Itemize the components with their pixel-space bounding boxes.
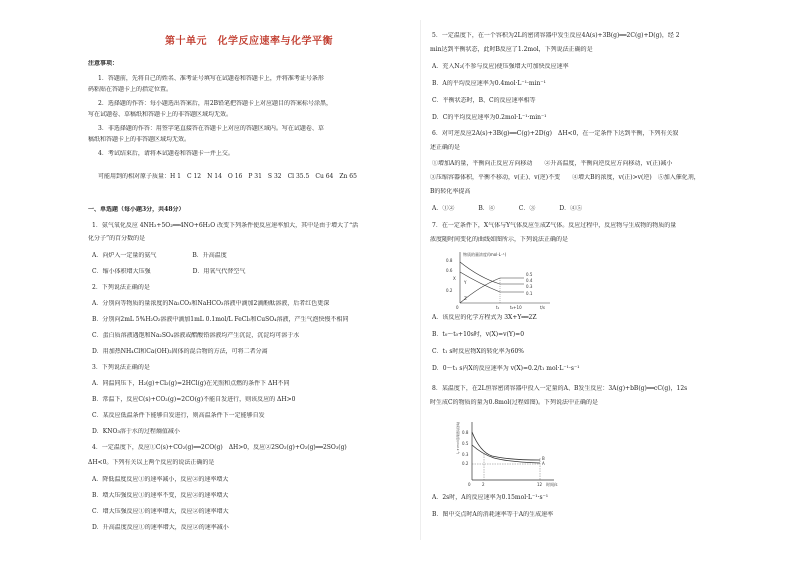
option-line: B．t₀～t₀+10s时，v(X)=v(Y)=0: [432, 331, 525, 338]
option-line: C．某反应低温条件下能够自发进行，则高温条件下一定能够自发: [92, 412, 265, 419]
option-line: A．充入N₂(不参与反应)使压强增大可加快反应速率: [432, 63, 569, 70]
tick-label-y: 0.8: [462, 430, 469, 435]
question-line: 化分子”的百分数的是: [88, 235, 146, 242]
option-line: B．图中交点时A的消耗速率等于A的生成速率: [432, 511, 554, 518]
option-line: B．增大压强反应①的速率不变，反应②的速率增大: [92, 492, 229, 499]
series-label-y: Y: [464, 280, 467, 285]
atomic-masses: 可能用到的相对原子质量：H 1 C 12 N 14 O 16 P 31 S 32 Cl 35.5 Cu 64 Zn 65: [98, 173, 357, 180]
curve-y: [460, 272, 524, 292]
option-line: D．KNO₃溶于水的过程熵值减小: [92, 428, 180, 435]
statement-line: B的转化率提高: [430, 188, 471, 195]
tick-label-x: 0: [468, 482, 471, 487]
tick-label-y: 0.3: [462, 452, 469, 457]
option-line: A．分别向等物质的量浓度的Na₂CO₃和NaHCO₃溶液中滴加2滴酚酞溶液，后者红色更深: [92, 300, 330, 307]
option-line: C．平衡状态时，B、C的反应速率相等: [432, 97, 536, 104]
axis-label-y: 物质的量浓度/(mol·L⁻¹): [456, 422, 460, 455]
option-line: C．蛋白质溶液遇饱和Na₂SO₄溶液或醋酸铅溶液均产生沉淀，沉淀均可溶于水: [92, 332, 300, 339]
note-line: 写在试题卷、草稿纸和答题卡上的非答题区域均无效。: [88, 111, 233, 118]
option-line: A．向炉入一定量的氨气 B．升高温度: [92, 252, 227, 259]
notes-heading: 注意事项：: [88, 60, 119, 67]
tick-label-x: t₁: [496, 305, 500, 310]
curve-z: [460, 278, 524, 303]
question-line: 6．对可逆反应2A(s)+3B(g)══C(g)+2D(g) ΔH<0，在一定条件下达到平衡，下列有关叙: [432, 130, 679, 137]
tick-label-x: 2: [482, 482, 485, 487]
page-title: 第十单元 化学反应速率与化学平衡: [165, 36, 333, 47]
axis-label-x: t/s: [540, 305, 545, 310]
question-line: 2．下列说法正确的是: [92, 284, 150, 291]
question-line: 述正确的是: [430, 144, 461, 151]
option-line: D．C的平均反应速率为0.2mol·L⁻¹·min⁻¹: [432, 114, 547, 121]
tick-label-y: 0.3: [526, 284, 533, 289]
tick-label-y: 0.2: [462, 461, 469, 466]
axis-label-y: 物质的量浓度/(mol·L⁻¹): [463, 252, 507, 257]
curve-a: [472, 432, 540, 460]
section-heading: 一、单选题（每小题3分，共48分）: [88, 206, 185, 213]
option-line: C．t₁ s时反应物X的转化率为60%: [432, 348, 525, 355]
option-line: A．降低温度反应①的速率减小，反应②的速率增大: [92, 476, 229, 483]
option-line: C．增大压强反应①的速率增大，反应②的速率增大: [92, 508, 229, 515]
tick-label-x: 0: [456, 305, 459, 310]
note-line: 稿纸和答题卡上的非答题区域均无效。: [88, 136, 191, 143]
option-line: D．用加热NH₄Cl和Ca(OH)₂固体的混合物的方法，可将二者分离: [92, 348, 268, 355]
question-line: 4．一定温度下，反应①C(s)+CO₂(g)══2CO(g) ΔH>0，反应②2SO₂(g)+O₂(g)══2SO₃(g): [92, 444, 347, 451]
curve-x: [460, 262, 524, 284]
series-label-a: A: [542, 461, 545, 466]
option-line: B．常温下，反应C(s)+CO₂(g)=2CO(g)不能自发进行，则该反应的 ΔH>0: [92, 396, 296, 403]
option-line: A．该反应的化学方程式为 3X+Y══2Z: [432, 314, 537, 321]
question-line: 1．氨气氧化反应 4NH₃+5O₂══4NO+6H₂O 改变下列条件使反应速率加大，其中是由于增大了“活: [92, 222, 359, 229]
question-line: min达到平衡状态，此时B反应了1.2mol，下列说法正确的是: [430, 46, 593, 53]
statement-line: ①增加A的量，平衡向正反应方向移动 ②升高温度，平衡向逆反应方向移动，v(正)减小: [432, 160, 673, 167]
note-line: 3．非选择题的作答：用签字笔直接答在答题卡上对应的答题区域内。写在试题卷、草: [98, 125, 324, 132]
tick-label-x: 12: [537, 482, 543, 487]
option-line: A．同温同压下，H₂(g)+Cl₂(g)=2HCl(g)在光照和点燃的条件下 ΔH不同: [92, 380, 290, 387]
column-divider: [420, 20, 421, 540]
tick-label-y: 0.5: [462, 441, 469, 446]
question-line: 浓度随时间变化的曲线如图所示，下列说法正确的是: [430, 236, 569, 243]
curve-b: [472, 445, 540, 463]
tick-label-y: 0.1: [526, 291, 533, 296]
question-line: 7．在一定条件下，X气体与Y气体反应生成Z气体。反应过程中，反应物与生成物的物质的量: [432, 222, 677, 229]
figure-q7: [440, 248, 560, 310]
question-line: 5．一定温度下，在一个容积为2L的密闭容器中发生反应4A(s)+3B(g)══2C(g)+D(g)，经 2: [432, 32, 680, 39]
tick-label-y: 0.8: [446, 258, 453, 263]
figure-q8: [454, 418, 564, 490]
option-line: A．①② B．④ C．③ D．④⑤: [432, 205, 583, 212]
note-line: 4．考试结束后，请将本试题卷和答题卡一并上交。: [98, 150, 234, 157]
series-label-z: Z: [464, 296, 467, 301]
note-line: 1．答题前，先将自己的姓名、准考证号填写在试题卷和答题卡上，并将准考证号条形: [98, 75, 324, 82]
tick-label-y: 0.5: [526, 272, 533, 277]
tick-label-x: t₀+10: [510, 305, 522, 310]
option-line: A．2s时，A的反应速率为0.15mol·L⁻¹·s⁻¹: [432, 494, 549, 501]
option-line: D．0～t₁ s内X的反应速率为 v(X)=0.2/t₁ mol·L⁻¹·s⁻¹: [432, 365, 580, 372]
tick-label-y: 0.4: [526, 278, 533, 283]
axis-label-x: 时间/s: [546, 482, 558, 487]
option-line: B．A的平均反应速率为0.4mol·L⁻¹·min⁻¹: [432, 80, 546, 87]
option-line: B．分别向2mL 5%H₂O₂溶液中滴加1mL 0.1mol/L FeCl₃和CuSO₄溶液，产生气泡快慢不相同: [92, 316, 349, 323]
question-line: 时生成C的物质的量为0.8mol(过程如图)。下列说法中正确的是: [430, 399, 599, 406]
question-line: ΔH<0。下列有关以上两个反应的说法正确的是: [88, 459, 215, 466]
tick-label-y: 0.6: [446, 268, 453, 273]
note-line: 码粘贴在答题卡上的指定位置。: [88, 86, 173, 93]
option-line: D．升高温度反应①的速率增大，反应②的速率减小: [92, 524, 229, 531]
question-line: 8．某温度下，在2L恒容密闭容器中投入一定量的A、B发生反应：3A(g)+bB(g)══cC(g)，12s: [432, 385, 688, 392]
tick-label-y: 0.2: [446, 288, 453, 293]
option-line: C．缩小体积增大压强 D．用氧气代替空气: [92, 268, 246, 275]
statement-line: ③压缩容器体积，平衡不移动，v(正)、v(逆)不变 ④增大B的浓度，v(正)>v(逆) ⑤加入催化剂，: [430, 174, 700, 181]
note-line: 2．选择题的作答：每小题选出答案后，用2B铅笔把答题卡上对应题目的答案标号涂黑，: [98, 100, 333, 107]
series-label-x: X: [453, 276, 456, 281]
series-label-b: B: [542, 456, 545, 461]
question-line: 3．下列说法正确的是: [92, 364, 150, 371]
